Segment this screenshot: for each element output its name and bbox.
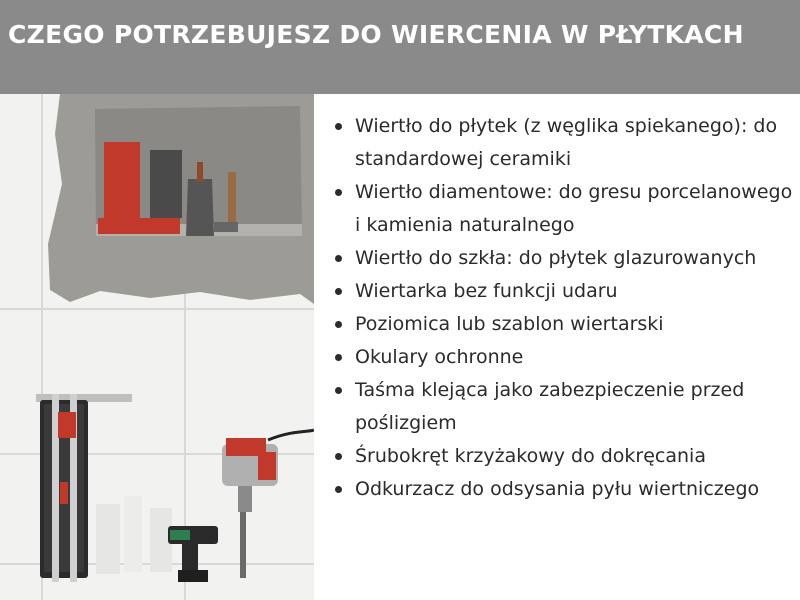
- list-item: Wiertło do szkła: do płytek glazurowanych: [333, 242, 793, 275]
- list-item: Śrubokręt krzyżakowy do dokręcania: [333, 440, 793, 473]
- list-item: Wiertarka bez funkcji udaru: [333, 275, 793, 308]
- tools-photo: [0, 94, 314, 600]
- list-item: Wiertło do płytek (z węglika spiekanego): do standardowej ceramiki: [333, 110, 793, 176]
- list-item: Poziomica lub szablon wiertarski: [333, 308, 793, 341]
- header-banner: [0, 0, 800, 94]
- list-item: Wiertło diamentowe: do gresu porcelanowego i kamienia naturalnego: [333, 176, 793, 242]
- requirements-list: [333, 110, 793, 506]
- list-item: Taśma klejąca jako zabezpieczenie przed poślizgiem: [333, 374, 793, 440]
- list-item: Odkurzacz do odsysania pyłu wiertniczego: [333, 473, 793, 506]
- page-title: CZEGO POTRZEBUJESZ DO WIERCENIA W PŁYTKACH: [8, 20, 744, 49]
- list-item: Okulary ochronne: [333, 341, 793, 374]
